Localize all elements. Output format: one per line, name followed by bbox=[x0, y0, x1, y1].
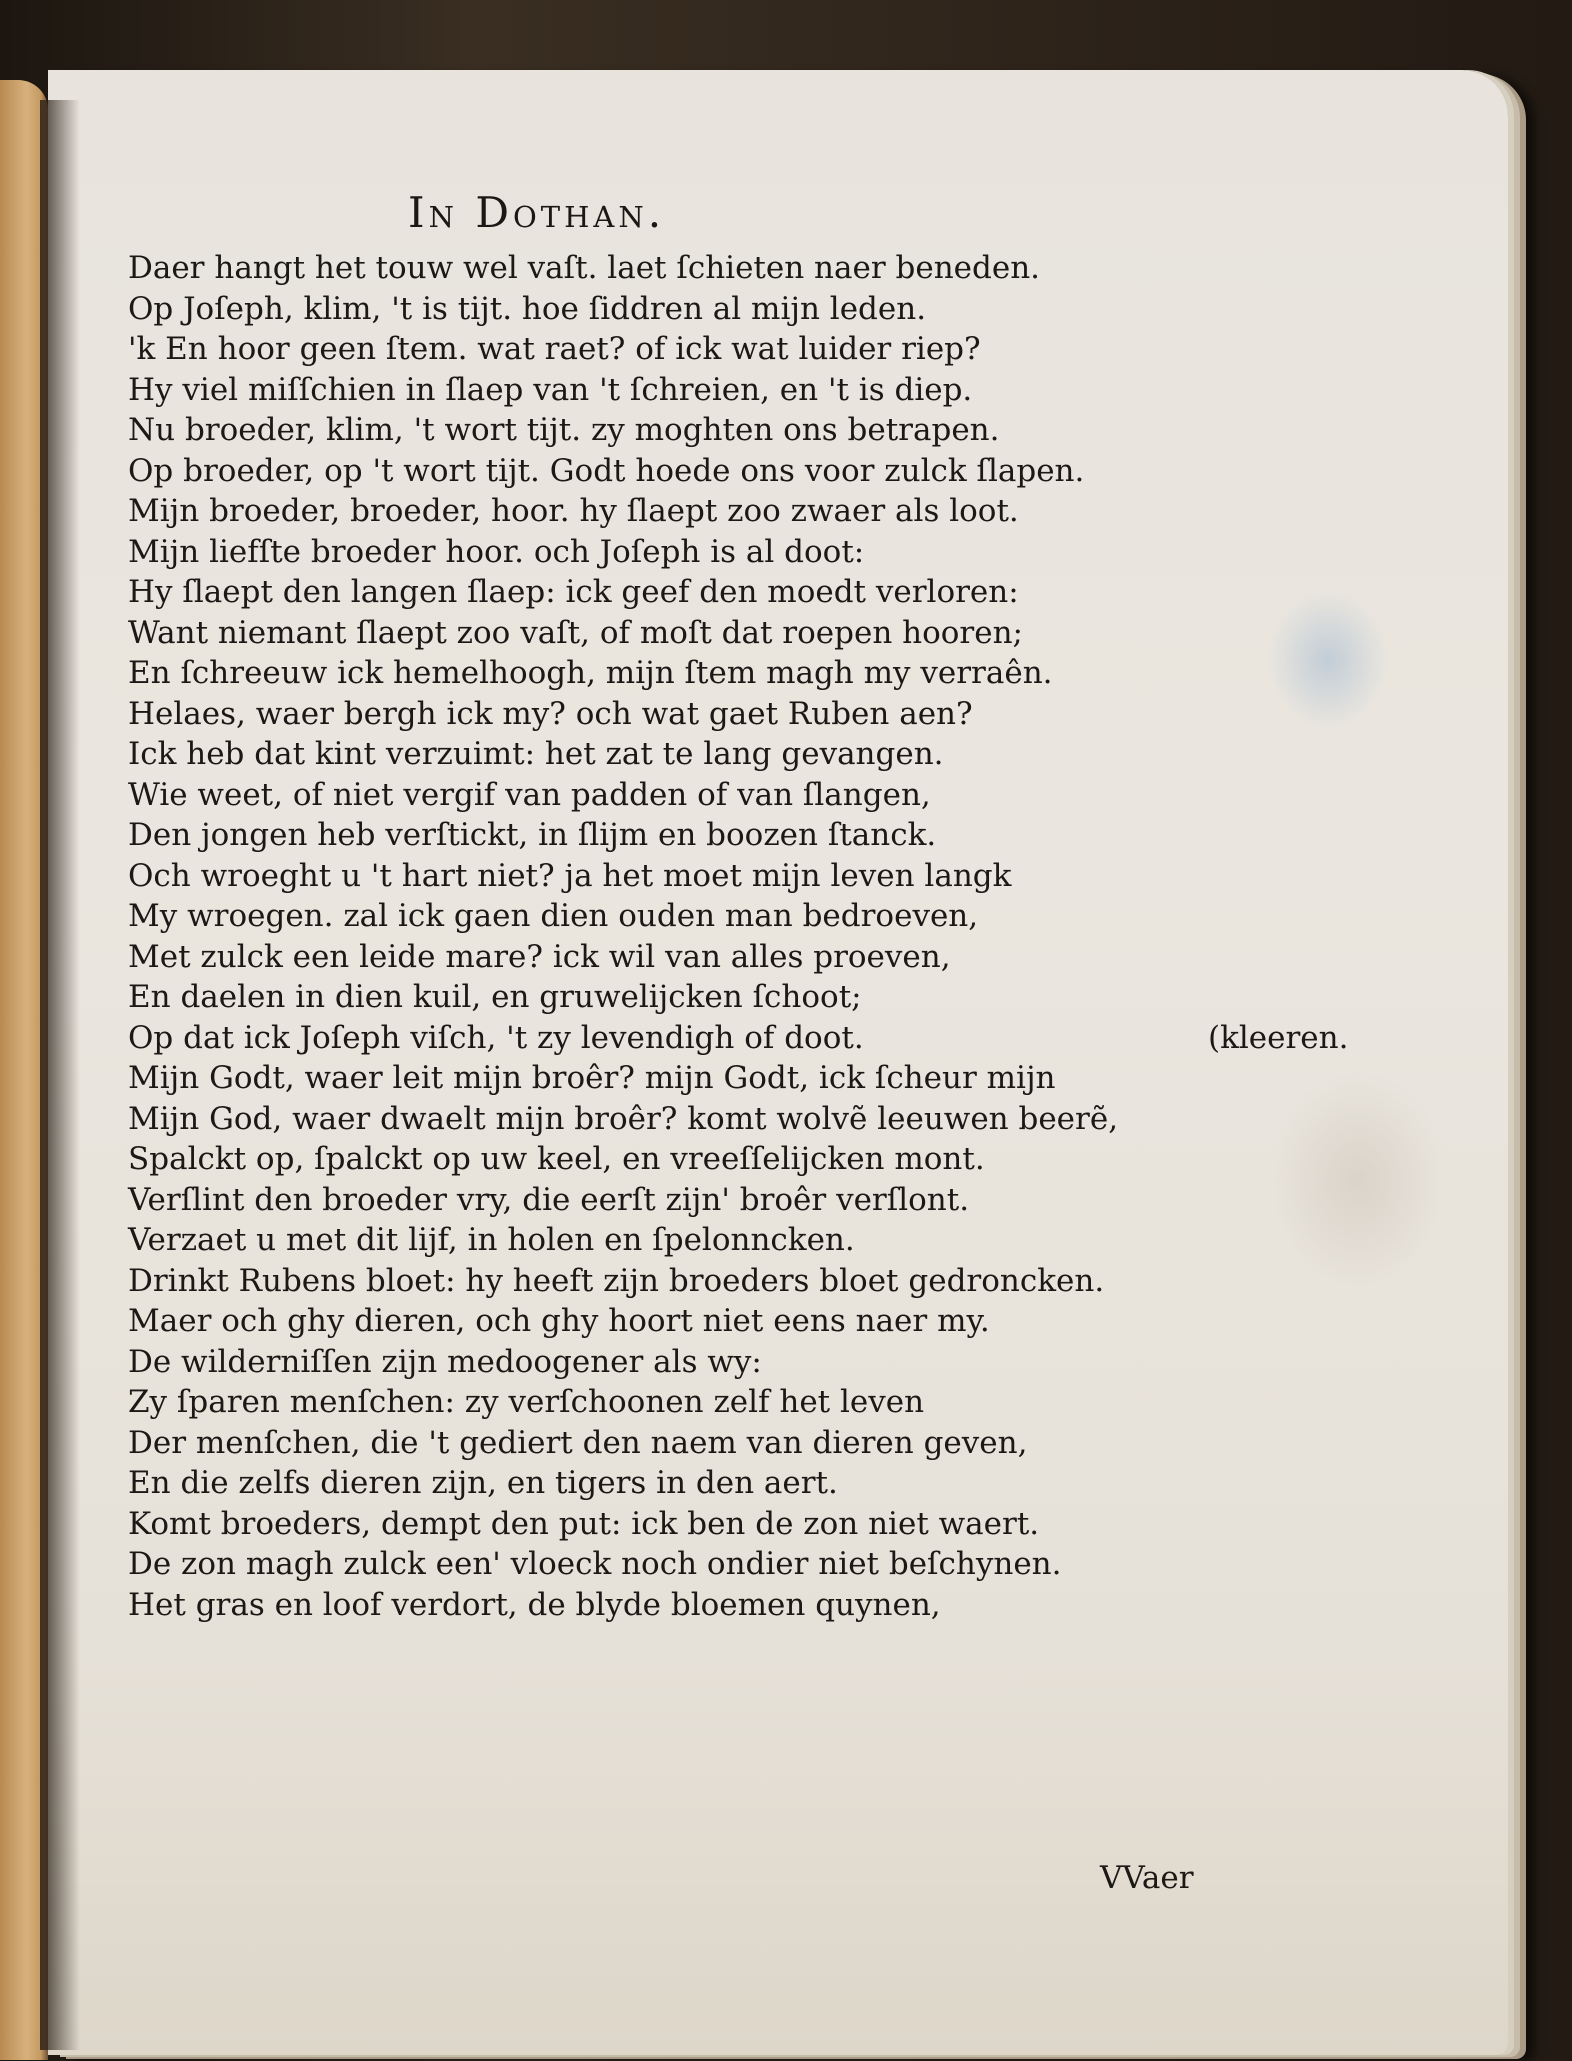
poem-line: Want niemant ſlaept zoo vaſt, of moſt dat roepen hooren; bbox=[128, 614, 1024, 651]
poem-line: Verzaet u met dit lijf, in holen en ſpelonncken. bbox=[128, 1222, 855, 1258]
poem-line: En ſchreeuw ick hemelhoogh, mijn ſtem magh my verraên. bbox=[128, 655, 1053, 691]
poem-line: Mijn Godt, waer leit mijn broêr? mijn Godt, ick ſcheur mijn bbox=[128, 1060, 1056, 1096]
book-page bbox=[48, 70, 1508, 2055]
poem-line: Drinkt Rubens bloet: hy heeft zijn broeders bloet gedroncken. bbox=[128, 1262, 1105, 1299]
poem-line: De zon magh zulck een' vloeck noch ondier niet beſchynen. bbox=[128, 1546, 1062, 1582]
poem-line: Met zulck een leide mare? ick wil van alles proeven, bbox=[128, 938, 951, 975]
running-head: In Dothan. bbox=[408, 188, 666, 237]
poem-line: Maer och ghy dieren, och ghy hoort niet eens naer my. bbox=[128, 1303, 990, 1339]
poem-line: Den jongen heb verſtickt, in ſlijm en boozen ſtanck. bbox=[128, 817, 937, 853]
poem-line: Komt broeders, dempt den put: ick ben de zon niet waert. bbox=[128, 1505, 1040, 1542]
poem-line: Op dat ick Joſeph viſch, 't zy levendigh of doot. bbox=[128, 1019, 864, 1056]
poem-line: Hy viel miſſchien in ſlaep van 't ſchreien, en 't is diep. bbox=[128, 371, 973, 408]
line-with-turnover bbox=[128, 1018, 1349, 1059]
poem-line: Mijn broeder, broeder, hoor. hy ſlaept zoo zwaer als loot. bbox=[128, 493, 1019, 529]
turnover-word: (kleeren. bbox=[1208, 1019, 1349, 1056]
poem-line: My wroegen. zal ick gaen dien ouden man bedroeven, bbox=[128, 898, 979, 934]
poem-line: Op Joſeph, klim, 't is tijt. hoe ſiddren al mijn leden. bbox=[128, 290, 927, 327]
poem-line: Spalckt op, ſpalckt op uw keel, en vreeſſelijcken mont. bbox=[128, 1141, 985, 1177]
poem-line: Daer hangt het touw wel vaſt. laet ſchieten naer beneden. bbox=[128, 250, 1041, 286]
poem-line: Helaes, waer bergh ick my? och wat gaet Ruben aen? bbox=[128, 695, 973, 732]
poem-line: Mijn liefſte broeder hoor. och Joſeph is al doot: bbox=[128, 533, 865, 570]
poem-line: Ick heb dat kint verzuimt: het zat te lang gevangen. bbox=[128, 736, 944, 772]
poem-line: Verſlint den broeder vry, die eerſt zijn' broêr verſlont. bbox=[128, 1181, 970, 1218]
catchword: VVaer bbox=[1100, 1860, 1194, 1896]
poem-line: Och wroeght u 't hart niet? ja het moet mijn leven langk bbox=[128, 857, 1012, 894]
poem-line: En die zelfs dieren zijn, en tigers in den aert. bbox=[128, 1465, 838, 1501]
poem-line: Zy ſparen menſchen: zy verſchoonen zelf het leven bbox=[128, 1384, 925, 1420]
poem-line: Het gras en loof verdort, de blyde bloemen quynen, bbox=[128, 1586, 941, 1623]
gutter-shadow bbox=[40, 100, 80, 2050]
poem-text bbox=[128, 248, 1349, 1625]
poem-line: Wie weet, of niet vergif van padden of van ſlangen, bbox=[128, 776, 931, 813]
poem-line: Nu broeder, klim, 't wort tijt. zy moghten ons betrapen. bbox=[128, 412, 1000, 448]
poem-line: 'k En hoor geen ſtem. wat raet? of ick wat luider riep? bbox=[128, 331, 981, 367]
poem-line: Op broeder, op 't wort tijt. Godt hoede ons voor zulck ſlapen. bbox=[128, 452, 1085, 489]
poem-line: Hy ſlaept den langen ſlaep: ick geef den moedt verloren: bbox=[128, 574, 1019, 610]
poem-line: Der menſchen, die 't gediert den naem van dieren geven, bbox=[128, 1424, 1028, 1461]
poem-line: Mijn God, waer dwaelt mijn broêr? komt wolvẽ leeuwen beerẽ, bbox=[128, 1100, 1119, 1137]
poem-line: En daelen in dien kuil, en gruwelijcken ſchoot; bbox=[128, 979, 862, 1015]
poem-line: De wilderniſſen zijn medoogener als wy: bbox=[128, 1343, 762, 1380]
